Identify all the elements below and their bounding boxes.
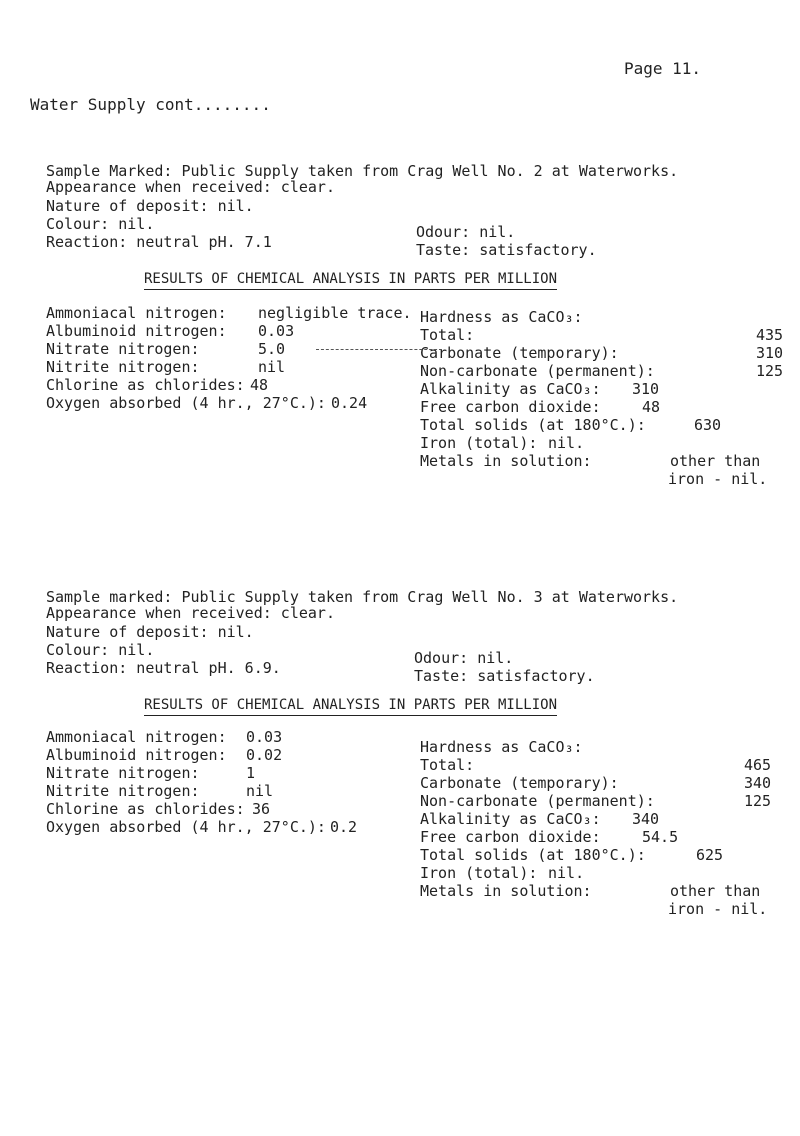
analysis-label: Chlorine as chlorides: <box>46 800 245 818</box>
nature-of-deposit: Nature of deposit: nil. <box>46 197 254 215</box>
analysis-row <box>420 882 786 900</box>
odour: Odour: nil. <box>416 223 516 241</box>
analysis-label: Total solids (at 180°C.): <box>420 416 646 434</box>
analysis-label: Total: <box>420 326 475 344</box>
sample-marked: Sample marked: Public Supply taken from Crag Well No. 3 at Waterworks. <box>46 588 679 606</box>
analysis-row <box>420 380 786 398</box>
analysis-value: nil <box>246 782 274 800</box>
analysis-row <box>46 782 376 800</box>
analysis-value: 48 <box>642 398 661 416</box>
analysis-row <box>46 746 376 764</box>
analysis-value: 0.03 <box>246 728 283 746</box>
analysis-label: Metals in solution: <box>420 882 592 900</box>
odour: Odour: nil. <box>414 649 514 667</box>
analysis-label: Iron (total): <box>420 434 538 452</box>
analysis-row <box>420 810 786 828</box>
section-header: Water Supply cont........ <box>30 95 271 114</box>
analysis-row <box>420 470 786 488</box>
analysis-value: 310 <box>756 344 784 362</box>
analysis-label: Alkalinity as CaCO₃: <box>420 380 601 398</box>
sample-marked: Sample Marked: Public Supply taken from Crag Well No. 2 at Waterworks. <box>46 162 679 180</box>
analysis-label: Nitrite nitrogen: <box>46 358 200 376</box>
analysis-row <box>420 846 786 864</box>
analysis-row <box>46 358 376 376</box>
analysis-row <box>420 434 786 452</box>
taste: Taste: satisfactory. <box>414 667 595 685</box>
analysis-label: Chlorine as chlorides: <box>46 376 245 394</box>
analysis-row <box>46 394 376 412</box>
analysis-row <box>420 308 786 326</box>
analysis-label: Metals in solution: <box>420 452 592 470</box>
analysis-label: Nitrite nitrogen: <box>46 782 200 800</box>
analysis-value: other than <box>670 882 761 900</box>
analysis-value: 36 <box>252 800 271 818</box>
reaction: Reaction: neutral pH. 7.1 <box>46 233 272 251</box>
analysis-row <box>420 398 786 416</box>
appearance: Appearance when received: clear. <box>46 604 335 622</box>
analysis-label: Alkalinity as CaCO₃: <box>420 810 601 828</box>
page-number: Page 11. <box>624 59 702 78</box>
results-heading: RESULTS OF CHEMICAL ANALYSIS IN PARTS PER MILLION <box>144 696 557 716</box>
analysis-value: 0.2 <box>330 818 358 836</box>
analysis-value: 48 <box>250 376 269 394</box>
analysis-row <box>46 304 412 322</box>
analysis-value: 125 <box>744 792 772 810</box>
analysis-label: Hardness as CaCO₃: <box>420 308 583 326</box>
analysis-value: negligible trace. <box>258 304 412 322</box>
analysis-value: 340 <box>632 810 660 828</box>
analysis-label: Ammoniacal nitrogen: <box>46 728 227 746</box>
analysis-label: Non-carbonate (permanent): <box>420 792 655 810</box>
analysis-label: Carbonate (temporary): <box>420 774 619 792</box>
analysis-value: 435 <box>756 326 784 344</box>
analysis-row <box>420 326 786 344</box>
analysis-value: 5.0 <box>258 340 286 358</box>
reaction: Reaction: neutral pH. 6.9. <box>46 659 281 677</box>
colour: Colour: nil. <box>46 215 155 233</box>
right-analysis-list <box>420 308 786 488</box>
analysis-label: Oxygen absorbed (4 hr., 27°C.): <box>46 394 326 412</box>
right-analysis-list <box>420 738 786 918</box>
analysis-row <box>420 756 786 774</box>
analysis-label: Ammoniacal nitrogen: <box>46 304 227 322</box>
analysis-row <box>420 774 786 792</box>
appearance: Appearance when received: clear. <box>46 178 335 196</box>
analysis-row <box>420 828 786 846</box>
analysis-value: 125 <box>756 362 784 380</box>
analysis-value: 54.5 <box>642 828 679 846</box>
analysis-row <box>46 728 376 746</box>
analysis-label: Nitrate nitrogen: <box>46 340 200 358</box>
analysis-row <box>420 792 786 810</box>
analysis-value: nil. <box>548 864 585 882</box>
taste: Taste: satisfactory. <box>416 241 597 259</box>
analysis-value: nil. <box>548 434 585 452</box>
analysis-label: Albuminoid nitrogen: <box>46 746 227 764</box>
analysis-value: 0.02 <box>246 746 283 764</box>
analysis-label: Total solids (at 180°C.): <box>420 846 646 864</box>
analysis-row <box>420 900 786 918</box>
analysis-value: 630 <box>694 416 722 434</box>
analysis-row <box>46 322 376 340</box>
analysis-value: 465 <box>744 756 772 774</box>
nature-of-deposit: Nature of deposit: nil. <box>46 623 254 641</box>
analysis-value: iron - nil. <box>668 900 768 918</box>
analysis-row <box>420 738 786 756</box>
analysis-label: Albuminoid nitrogen: <box>46 322 227 340</box>
analysis-value: 340 <box>744 774 772 792</box>
section-divider <box>316 349 442 350</box>
analysis-label: Hardness as CaCO₃: <box>420 738 583 756</box>
analysis-row <box>46 764 376 782</box>
analysis-label: Iron (total): <box>420 864 538 882</box>
analysis-value: 0.03 <box>258 322 295 340</box>
analysis-row <box>420 416 786 434</box>
analysis-label: Nitrate nitrogen: <box>46 764 200 782</box>
analysis-row <box>46 818 376 836</box>
analysis-label: Non-carbonate (permanent): <box>420 362 655 380</box>
left-analysis-list <box>46 304 412 412</box>
analysis-value: iron - nil. <box>668 470 768 488</box>
analysis-label: Free carbon dioxide: <box>420 398 601 416</box>
analysis-value: 310 <box>632 380 660 398</box>
analysis-value: nil <box>258 358 286 376</box>
analysis-label: Carbonate (temporary): <box>420 344 619 362</box>
analysis-label: Oxygen absorbed (4 hr., 27°C.): <box>46 818 326 836</box>
analysis-row <box>420 452 786 470</box>
analysis-value: 625 <box>696 846 724 864</box>
analysis-label: Free carbon dioxide: <box>420 828 601 846</box>
results-heading: RESULTS OF CHEMICAL ANALYSIS IN PARTS PER MILLION <box>144 270 557 290</box>
analysis-label: Total: <box>420 756 475 774</box>
analysis-row <box>420 344 786 362</box>
left-analysis-list <box>46 728 376 836</box>
analysis-value: other than <box>670 452 761 470</box>
analysis-value: 1 <box>246 764 256 782</box>
analysis-row <box>46 376 376 394</box>
analysis-value: 0.24 <box>331 394 368 412</box>
colour: Colour: nil. <box>46 641 155 659</box>
analysis-row <box>420 864 786 882</box>
analysis-row <box>46 800 376 818</box>
analysis-row <box>420 362 786 380</box>
